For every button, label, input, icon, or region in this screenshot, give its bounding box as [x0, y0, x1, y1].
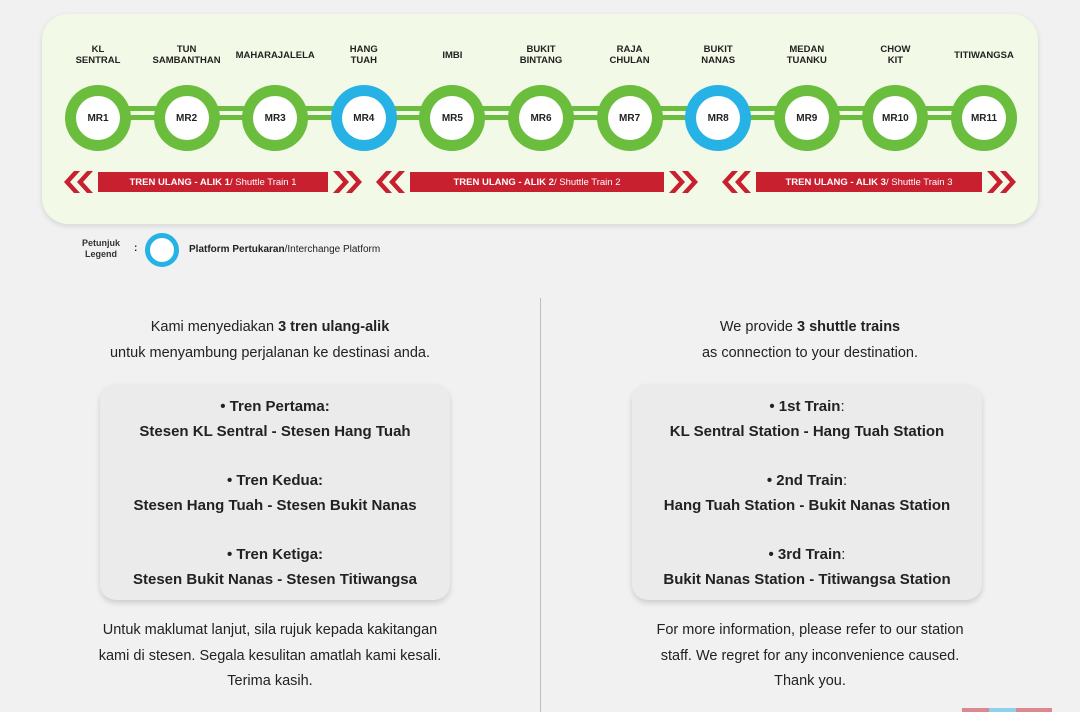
shuttle-label-en: / Shuttle Train 2 — [553, 176, 621, 188]
malay-intro-line-2: untuk menyambung perjalanan ke destinasi anda. — [109, 345, 431, 361]
malay-train-2 — [100, 468, 450, 518]
station-marker — [862, 85, 928, 151]
station-marker — [419, 85, 485, 151]
station-name: TUN SAMBANTHAN — [152, 44, 221, 66]
station-marker — [774, 85, 840, 151]
malay-footer — [20, 618, 520, 695]
station-name: IMBI — [442, 50, 463, 61]
malay-train-1-heading: • Tren Pertama: — [220, 398, 330, 415]
station-marker — [508, 85, 574, 151]
english-footer — [560, 618, 1060, 695]
malay-train-3 — [100, 542, 450, 592]
english-train-3-route: Bukit Nanas Station - Titiwangsa Station — [663, 571, 951, 588]
station-code: MR7 — [608, 96, 652, 140]
english-train-2-colon: : — [842, 472, 848, 489]
station-marker — [65, 85, 131, 151]
column-divider — [540, 298, 541, 712]
shuttle-label-en: / Shuttle Train 1 — [229, 176, 297, 188]
english-train-3-colon: : — [841, 546, 846, 563]
english-intro-bold: 3 shuttle trains — [796, 319, 901, 335]
shuttle-train-bar — [372, 171, 702, 193]
interchange-station-marker — [685, 85, 751, 151]
malay-intro-text: Kami menyediakan — [150, 319, 279, 335]
station-name: HANG TUAH — [349, 44, 378, 66]
station-code: MR9 — [785, 96, 829, 140]
legend-text — [189, 244, 380, 255]
english-train-3 — [632, 542, 982, 592]
station-code: MR5 — [430, 96, 474, 140]
english-train-1-heading: • 1st Train — [769, 398, 841, 415]
english-train-1 — [632, 394, 982, 444]
shuttle-train-label — [756, 172, 982, 192]
chevron-left-icon — [718, 171, 756, 193]
malay-train-2-heading: • Tren Kedua: — [226, 472, 324, 489]
shuttle-train-bar — [718, 171, 1020, 193]
station-name: BUKIT NANAS — [701, 44, 736, 66]
shuttle-train-bar — [60, 171, 366, 193]
station-name: MAHARAJALELA — [235, 50, 315, 61]
station-name: CHOW KIT — [880, 44, 911, 66]
chevron-right-icon — [982, 171, 1020, 193]
english-train-3-heading: • 3rd Train — [768, 546, 842, 563]
english-train-2-route: Hang Tuah Station - Bukit Nanas Station — [663, 497, 951, 514]
station-code: MR6 — [519, 96, 563, 140]
malay-footer-line-3: Terima kasih. — [227, 673, 313, 689]
station-marker — [154, 85, 220, 151]
malay-train-card — [100, 384, 450, 600]
chevron-left-icon — [372, 171, 410, 193]
malay-train-3-route: Stesen Bukit Nanas - Stesen Titiwangsa — [133, 571, 417, 588]
english-intro-text: We provide — [719, 319, 797, 335]
station-code: MR2 — [165, 96, 209, 140]
interchange-ring-icon — [145, 233, 179, 267]
station-code: MR10 — [873, 96, 917, 140]
chevron-right-icon — [328, 171, 366, 193]
malay-train-3-heading: • Tren Ketiga: — [226, 546, 324, 563]
malay-train-1-route: Stesen KL Sentral - Stesen Hang Tuah — [139, 423, 411, 440]
interchange-station-marker — [331, 85, 397, 151]
english-train-1-route: KL Sentral Station - Hang Tuah Station — [669, 423, 945, 440]
station-code: MR1 — [76, 96, 120, 140]
station-code: MR4 — [342, 96, 386, 140]
station-name: MEDAN TUANKU — [786, 44, 827, 66]
shuttle-train-label — [98, 172, 328, 192]
shuttle-train-label — [410, 172, 664, 192]
legend-label: Petunjuk Legend — [82, 238, 121, 259]
english-train-card — [632, 384, 982, 600]
station-name: TITIWANGSA — [954, 50, 1014, 61]
shuttle-label-ms: TREN ULANG - ALIK 1 — [129, 176, 230, 188]
english-train-2-heading: • 2nd Train — [766, 472, 843, 489]
chevron-right-icon — [664, 171, 702, 193]
malay-footer-line-2: kami di stesen. Segala kesulitan amatlah kami kesali. — [98, 647, 442, 664]
legend-text-en: /Interchange Platform — [284, 244, 381, 255]
english-train-2 — [632, 468, 982, 518]
legend-text-ms: Platform Pertukaran — [189, 244, 285, 255]
english-footer-line-2: staff. We regret for any inconvenience caused. — [660, 647, 960, 664]
malay-intro-bold: 3 tren ulang-alik — [278, 319, 390, 335]
station-marker — [242, 85, 308, 151]
malay-footer-line-1: Untuk maklumat lanjut, sila rujuk kepada kakitangan — [102, 622, 438, 638]
station-name: RAJA CHULAN — [609, 44, 650, 66]
station-name: BUKIT BINTANG — [519, 44, 563, 66]
malay-train-1 — [100, 394, 450, 444]
english-footer-line-3: Thank you. — [774, 673, 846, 689]
station-marker — [951, 85, 1017, 151]
station-code: MR11 — [962, 96, 1006, 140]
english-intro-line-2: as connection to your destination. — [701, 345, 919, 361]
station-code: MR8 — [696, 96, 740, 140]
chevron-left-icon — [60, 171, 98, 193]
station-name: KL SENTRAL — [75, 44, 121, 66]
shuttle-label-ms: TREN ULANG - ALIK 2 — [453, 176, 554, 188]
english-intro — [560, 314, 1060, 366]
malay-train-2-route: Stesen Hang Tuah - Stesen Bukit Nanas — [133, 497, 417, 514]
shuttle-label-ms: TREN ULANG - ALIK 3 — [785, 176, 886, 188]
station-code: MR3 — [253, 96, 297, 140]
shuttle-label-en: / Shuttle Train 3 — [885, 176, 953, 188]
station-marker — [597, 85, 663, 151]
corner-decoration — [962, 708, 1052, 712]
malay-intro — [20, 314, 520, 366]
legend-colon: : — [134, 243, 138, 254]
english-footer-line-1: For more information, please refer to our station — [656, 622, 964, 638]
english-train-1-colon: : — [840, 398, 845, 415]
